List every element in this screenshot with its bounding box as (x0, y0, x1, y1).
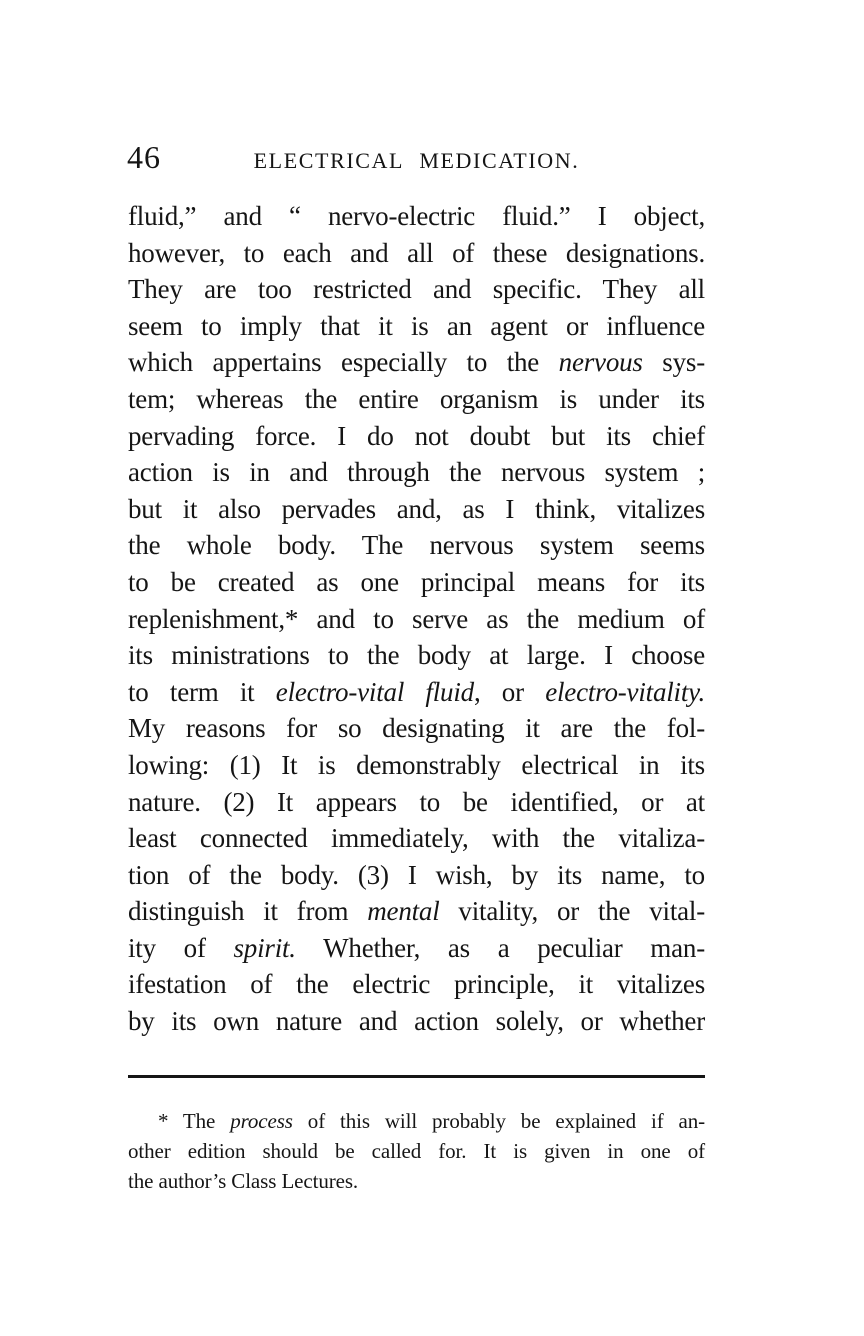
text-line (128, 1106, 705, 1136)
text-segment: tem; whereas the entire organism is under its (128, 383, 705, 414)
text-line (128, 1003, 705, 1040)
text-segment: the author’s Class Lectures. (128, 1169, 359, 1193)
italic-text: mental (367, 896, 440, 927)
text-line (128, 930, 705, 967)
text-segment: other edition should be called for. It is given in one of (128, 1139, 705, 1163)
text-line (128, 381, 705, 418)
italic-text: electro-vitality. (545, 676, 705, 707)
text-segment: * The (158, 1109, 231, 1133)
footnote-text (128, 1106, 705, 1196)
text-line (128, 966, 705, 1003)
text-segment: tion of the body. (3) I wish, by its name, to (128, 859, 705, 890)
text-segment: replenishment,* and to serve as the medium of (128, 603, 705, 634)
text-segment: least connected immediately, with the vitaliza- (128, 823, 705, 854)
italic-text: process (230, 1109, 293, 1133)
text-line (128, 710, 705, 747)
text-segment: its ministrations to the body at large. I choose (128, 640, 705, 671)
text-segment: by its own nature and action solely, or whether (128, 1006, 705, 1037)
text-segment: fluid,” and “ nervo-electric fluid.” I object, (128, 201, 705, 231)
text-segment: lowing: (1) It is demonstrably electrical in its (128, 749, 705, 780)
text-line (128, 784, 705, 821)
text-segment: They are too restricted and specific. They all (128, 274, 705, 305)
text-segment: but it also pervades and, as I think, vitalizes (128, 493, 705, 524)
text-line (128, 344, 705, 381)
text-line (128, 893, 705, 930)
text-segment: ity of (128, 932, 234, 963)
text-segment: Whether, as a peculiar man- (295, 932, 705, 963)
text-line (128, 637, 705, 674)
text-line (128, 418, 705, 455)
text-line (128, 857, 705, 894)
text-segment: action is in and through the nervous system ; (128, 457, 705, 488)
text-segment: , or (473, 676, 546, 707)
text-line (128, 564, 705, 601)
text-line (128, 491, 705, 528)
text-line (128, 1166, 705, 1196)
text-segment: distinguish it from (128, 896, 368, 927)
text-segment: sys- (642, 347, 705, 378)
page-number: 46 (127, 139, 161, 175)
text-segment: however, to each and all of these designations. (128, 237, 705, 268)
text-line (128, 674, 705, 711)
footnote-rule (128, 1075, 705, 1078)
text-line (128, 198, 705, 235)
running-title: ELECTRICAL MEDICATION. (253, 148, 580, 173)
text-line (128, 308, 705, 345)
text-line (128, 235, 705, 272)
text-line (128, 1136, 705, 1166)
text-segment: of this will probably be explained if an- (292, 1109, 706, 1133)
text-segment: My reasons for so designating it are the fol- (128, 713, 705, 744)
italic-text: electro-vital fluid (275, 676, 474, 707)
text-segment: the whole body. The nervous system seems (128, 530, 705, 561)
text-line (128, 820, 705, 857)
text-segment: to be created as one principal means for its (128, 566, 705, 597)
text-segment: ifestation of the electric principle, it vitalizes (128, 969, 705, 1000)
text-line (128, 271, 705, 308)
text-segment: pervading force. I do not doubt but its chief (128, 420, 705, 451)
text-line (128, 601, 705, 638)
text-segment: vitality, or the vital- (439, 896, 705, 927)
text-line (128, 747, 705, 784)
text-segment: seem to imply that it is an agent or influence (128, 310, 705, 341)
italic-text: spirit. (233, 932, 296, 963)
text-segment: nature. (2) It appears to be identified, or at (128, 786, 705, 817)
body-text (128, 198, 705, 1040)
italic-text: nervous (558, 347, 643, 378)
text-segment: to term it (128, 676, 276, 707)
text-line (128, 527, 705, 564)
text-segment: which appertains especially to the (128, 347, 559, 378)
text-line (128, 454, 705, 491)
